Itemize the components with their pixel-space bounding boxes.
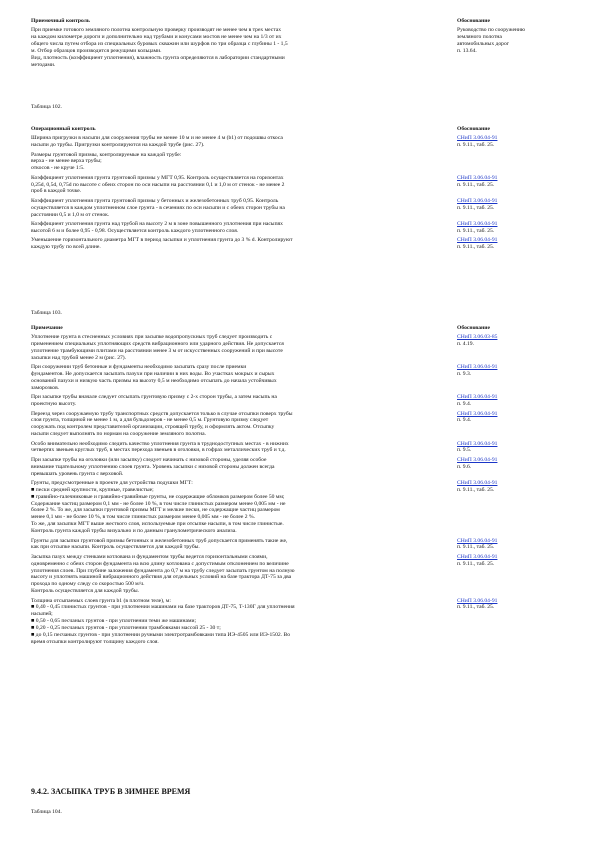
justification-cell — [455, 411, 571, 439]
justification-text — [457, 27, 571, 55]
clause-text: п. 9.4. — [457, 401, 472, 408]
text-line: Контроль осуществляется для каждой трубы. — [31, 588, 139, 595]
text-line: уплотнение трамбующими плитами на расстоянии менее 3 м от искусственных сооружений и при высоте — [31, 348, 283, 355]
justification-cell — [455, 152, 571, 173]
norm-reference-link[interactable]: СНиП 3.06.04-91 — [457, 394, 498, 401]
text-line: ■ 0,50 - 0,65 песчаных грунтов - при уплотнении теми же машинами; — [31, 618, 197, 625]
notes-table — [31, 325, 571, 648]
clause-text: п. 9.11., таб. 25. — [457, 560, 495, 567]
requirement-cell — [31, 538, 455, 552]
section-title: 9.4.2. ЗАСЫПКА ТРУБ В ЗИМНЕЕ ВРЕМЯ — [31, 787, 191, 796]
text-line: 0,25d, 0,5d, 0,75d по высоте с обеих сторон по оси насыпи на расстоянии 0,1 и 1,0 м от стенок - не менее 2 — [31, 181, 285, 188]
text-line: расстоянии 0,5 и 1,0 м от стенок. — [31, 211, 110, 218]
text-line: Вид, плотность (коэффициент уплотнения), влажность грунта определяются в лаборатории стандартными — [31, 54, 285, 61]
table-caption-103: Таблица 103. — [31, 310, 62, 316]
text-line: время отсыпки контролируют толщину каждого слоя. — [31, 638, 159, 645]
table-row — [31, 334, 571, 362]
norm-reference-link[interactable]: СНиП 3.06.04-91 — [457, 440, 498, 447]
table-row — [31, 221, 571, 235]
justification-header: Обоснование — [457, 325, 490, 331]
justification-cell — [455, 457, 571, 478]
norm-reference-link[interactable]: СНиП 3.06.04-91 — [457, 135, 498, 142]
table-row — [31, 175, 571, 196]
text-line: откосов - не круче 1:5. — [31, 165, 85, 172]
text-line: Грунты, предусмотренные в проекте для устройства подушки МГТ: — [31, 479, 193, 486]
requirement-cell — [31, 480, 455, 535]
table-row — [31, 480, 571, 535]
operational-control-header: Операционный контроль — [31, 126, 96, 132]
clause-text: п. 9.11., таб. 25. — [457, 604, 495, 611]
clause-text: п. 9.11., таб. 25. — [457, 227, 495, 234]
clause-text: п. 9.5. — [457, 447, 472, 454]
text-line: внимание тщательному уплотнению слоев грунта. Уровень засыпки с низовой стороны должен всегда — [31, 463, 275, 470]
text-line: проектную высоту. — [31, 401, 77, 408]
table-row — [31, 237, 571, 251]
table-row — [31, 135, 571, 149]
text-line: на каждом километре дороги и дополнительно над трубами и конусами мостов не менее чем на 1/3 от их — [31, 34, 282, 41]
text-line: оснований пазухи и низкую часть призмы на высоту 0,5 м необходимо отсыпать до начала устойчивых — [31, 378, 277, 385]
text-line: сооружать под контролем представителей организации, строящей трубу, и оформлять актом. Отсыпку — [31, 424, 275, 431]
text-line: верха - не менее верха трубы; — [31, 158, 102, 165]
text-line: одновременно с обеих сторон фундамента на всю длину котлована с допустимым отклонением по величине — [31, 560, 289, 567]
text-line: Коэффициент уплотнения грунта грунтовой призмы у МГТ 0,95. Контроль осуществляется на горизонтах — [31, 174, 284, 181]
clause-text: п. 9.4. — [457, 417, 472, 424]
text-line: Размеры грунтовой призмы, контролируемые на каждой трубе: — [31, 151, 182, 158]
requirement-cell — [31, 221, 455, 235]
acceptance-control-table — [31, 18, 571, 69]
justification-cell — [455, 334, 571, 362]
requirement-cell — [31, 394, 455, 408]
justification-header: Обоснование — [457, 126, 490, 132]
text-line: насыпи до трубы. Пригрузки контролируются на каждой трубе (рис. 27). — [31, 142, 205, 149]
text-line: Контроль грунта каждой трубы визуально и по данным гранулометрического анализа. — [31, 528, 237, 535]
requirement-cell — [31, 364, 455, 392]
text-line: Коэффициент уплотнения грунта над трубой на высоту 2 м в зоне повышенного уплотнения при насыпях — [31, 220, 283, 227]
table-row — [31, 538, 571, 552]
requirement-cell — [31, 411, 455, 439]
table-row — [31, 441, 571, 455]
justification-cell — [455, 175, 571, 196]
table-caption-102: Таблица 102. — [31, 104, 62, 110]
norm-reference-link[interactable]: СНиП 3.06.04-91 — [457, 220, 498, 227]
operational-control-table — [31, 126, 571, 253]
clause-text: п. 9.6. — [457, 463, 472, 470]
norm-reference-link[interactable]: СНиП 3.06.04-91 — [457, 479, 498, 486]
clause-text: п. 9.11., таб. 25. — [457, 243, 495, 250]
text-line: менее 0,1 мм - не более 10 %, в том числе глинистых размером менее 0,005 мм - не более 2 %. — [31, 514, 256, 521]
justification-cell — [455, 237, 571, 251]
clause-text: п. 4.19. — [457, 341, 474, 348]
justification-line: п. 13.64. — [457, 48, 477, 55]
text-line: Грунты для засыпки грунтовой призмы бетонных и железобетонных труб допускается применять такие же, — [31, 537, 288, 544]
table-row — [31, 364, 571, 392]
text-line: насыпей; — [31, 611, 53, 618]
text-line: каждую трубу по всей длине. — [31, 243, 101, 250]
norm-reference-link[interactable]: СНиП 3.06.04-91 — [457, 537, 498, 544]
acceptance-control-column — [31, 18, 455, 69]
requirement-cell — [31, 152, 455, 173]
requirement-cell — [31, 175, 455, 196]
text-line: ■ гравийно-галечниковые и гравийно-гравийные грунты, не содержащие обломков размером более 50 мм; — [31, 493, 285, 500]
text-line: ■ до 0,15 песчаных грунтов - при уплотнении ручными электротрамбовками типа ИЭ-4505 или ИЭ-1502. Во — [31, 632, 291, 639]
justification-line: Руководство по сооружению — [457, 27, 526, 34]
norm-reference-link[interactable]: СНиП 3.06.04-91 — [457, 456, 498, 463]
table-caption-104: Таблица 104. — [31, 809, 62, 815]
text-line: высотой 6 м и более 0,95 - 0,98. Осуществляется контроль каждого уплотненного слоя. — [31, 227, 239, 234]
norm-reference-link[interactable]: СНиП 3.06.04-91 — [457, 597, 498, 604]
text-line: превышать уровень грунта с верховой. — [31, 470, 124, 477]
norm-reference-link[interactable]: СНиП 3.06.04-91 — [457, 553, 498, 560]
text-line: ■ пески средней крупности, крупные, гравелистые; — [31, 486, 154, 493]
acceptance-control-text — [31, 27, 447, 68]
justification-column — [455, 18, 571, 69]
text-line: Уплотнение грунта в стесненных условиях при засыпке водопропускных труб следует производить с — [31, 334, 273, 341]
text-line: То же, для засыпки МГТ выше жесткого слоя, используемые при отсыпке насыпи, в том числе глинистые. — [31, 521, 284, 528]
table-row — [31, 394, 571, 408]
justification-header: Обоснование — [457, 18, 490, 24]
justification-line: земляного полотна — [457, 34, 502, 41]
requirement-cell — [31, 198, 455, 219]
text-line: методами. — [31, 61, 56, 68]
text-line: Уменьшение горизонтального диаметра МГТ в период засыпки и уплотнения грунта до 3 % d. Контролируют — [31, 237, 293, 244]
requirement-cell — [31, 554, 455, 595]
text-line: Особо внимательно необходимо следить качество уплотнения грунта в труднодоступных местах - в нижних — [31, 440, 289, 447]
text-line: Толщина отсыпаемых слоев грунта b1 (в плотном теле), м: — [31, 597, 171, 604]
norm-reference-link[interactable]: СНиП 3.06.04-91 — [457, 410, 498, 417]
norm-reference-link[interactable]: СНиП 3.06.04-91 — [457, 174, 498, 181]
text-line: м. Отбор образцов производится режущими кольцами. — [31, 48, 162, 55]
requirement-cell — [31, 457, 455, 478]
requirement-cell — [31, 135, 455, 149]
text-line: При засыпке трубы вначале следует отсыпать грунтовую призму с 2-х сторон трубы, а затем насыпь на — [31, 394, 277, 401]
text-line: Содержание частиц размером 0,1 мм - не более 10 %, в том числе глинистых размером менее 0,005 мм - не — [31, 500, 286, 507]
text-line: заморозков. — [31, 385, 60, 392]
text-line: фундаментов. Не допускается засыпать пазухи при наличии в них воды. Во участках мокрых и сырых — [31, 371, 275, 378]
text-line: более 2 %. То же, для засыпки грунтовой призмы МГТ и мелкие пески, не содержащие частиц размером — [31, 507, 280, 514]
clause-text: п. 9.3. — [457, 371, 472, 378]
text-line: Переезд через сооружаемую трубу транспортных средств допускается только в случае отсыпки поверх трубы — [31, 410, 293, 417]
requirement-cell — [31, 237, 455, 251]
text-line: проб в каждой точке. — [31, 188, 82, 195]
requirement-cell — [31, 334, 455, 362]
table-row — [31, 411, 571, 439]
text-line: применением специальных уплотняющих средств вибрационного или ударного действия. Не допускается — [31, 341, 284, 348]
text-line: Засыпка пазух между стенками котлована и фундаментом трубы ведется горизонтальными слоями, — [31, 553, 268, 560]
text-line: засыпки над трубой менее 2 м (рис. 27). — [31, 355, 127, 362]
norm-reference-link[interactable]: СНиП 3.06.04-91 — [457, 197, 498, 204]
justification-cell — [455, 538, 571, 552]
text-line: насыпи следует выполнять по нормам на сооружение земляного полотна. — [31, 431, 206, 438]
justification-cell — [455, 441, 571, 455]
text-line: четвертях звеньев круглых труб, в местах перехода звеньев в оголовки, в гофрах металлических труб и т.д. — [31, 447, 286, 454]
text-line: Коэффициент уплотнения грунта грунтовой призмы у бетонных и железобетонных труб 0,95. Контроль — [31, 197, 279, 204]
justification-cell — [455, 364, 571, 392]
justification-cell — [455, 480, 571, 535]
text-line: слоя грунта, толщиной не менее 1 м, а для бульдозеров - не менее 0,5 м. Грунтовую призму следует — [31, 417, 269, 424]
text-line: При сооружении труб бетонные и фундаменты необходимо засыпать сразу после приемки — [31, 364, 247, 371]
text-line: как при отсыпке насыпи. Контроль осуществляется для каждой трубы. — [31, 544, 200, 551]
text-line: При засыпке трубы на оголовки (или засыпку) следует начинать с низовой стороны, уделяя особое — [31, 456, 267, 463]
text-line: общего числа путем отбора из специальных буровых скважин или шурфов по три образца с глубины 1 - 1,5 — [31, 41, 288, 48]
clause-text: п. 9.11., таб. 25. — [457, 204, 495, 211]
requirement-cell — [31, 441, 455, 455]
notes-header: Примечание — [31, 325, 63, 331]
clause-text: п. 9.11., таб. 25. — [457, 142, 495, 149]
norm-reference-link[interactable]: СНиП 3.06.04-91 — [457, 364, 498, 371]
text-line: ■ 0,40 - 0,45 глинистых грунтов - при уплотнении машинами на базе тракторов ДТ-75, Т-130Г для уплотнения — [31, 604, 295, 611]
justification-line: автомобильных дорог — [457, 41, 510, 48]
text-line: высоту и уплотнять машиной вибрационного действия для отдельных условий на базе трактора ДТ-75 за два — [31, 574, 292, 581]
text-line: При приемке готового земляного полотна контрольную проверку производят не менее чем в трех местах — [31, 27, 282, 34]
norm-reference-link[interactable]: СНиП 3.06.03-85 — [457, 334, 498, 341]
table-row — [31, 457, 571, 478]
requirement-cell — [31, 598, 455, 646]
text-line: прохода по одному следу со скоростью 500 м/ч. — [31, 581, 145, 588]
justification-cell — [455, 598, 571, 646]
clause-text: п. 9.11., таб. 25. — [457, 544, 495, 551]
justification-cell — [455, 135, 571, 149]
clause-text: п. 9.11., таб. 25. — [457, 181, 495, 188]
justification-cell — [455, 554, 571, 595]
table-row — [31, 198, 571, 219]
acceptance-control-header: Приемочный контроль — [31, 18, 90, 24]
text-line: ■ 0,20 - 0,25 песчаных грунтов - при уплотнении трамбовками массой 25 - 30 т; — [31, 625, 221, 632]
text-line: Ширина пригрузки в насыпи для сооружения трубы не менее 10 м и не менее 4 м (b1) от подошвы откоса — [31, 135, 283, 142]
justification-cell — [455, 394, 571, 408]
table-row — [31, 152, 571, 173]
text-line: уплотнения слоев. При глубине заложения фундамента до 0,7 м на трубу следует засыпать грунтом на полную — [31, 567, 295, 574]
norm-reference-link[interactable]: СНиП 3.06.04-91 — [457, 237, 498, 244]
text-line: осуществляется в каждом уплотненном слое грунта - в сечениях по оси насыпи и с обеих сторон трубы на — [31, 204, 285, 211]
clause-text: п. 9.11., таб. 25. — [457, 486, 495, 493]
table-row — [31, 554, 571, 595]
justification-cell — [455, 198, 571, 219]
justification-cell — [455, 221, 571, 235]
table-row — [31, 598, 571, 646]
